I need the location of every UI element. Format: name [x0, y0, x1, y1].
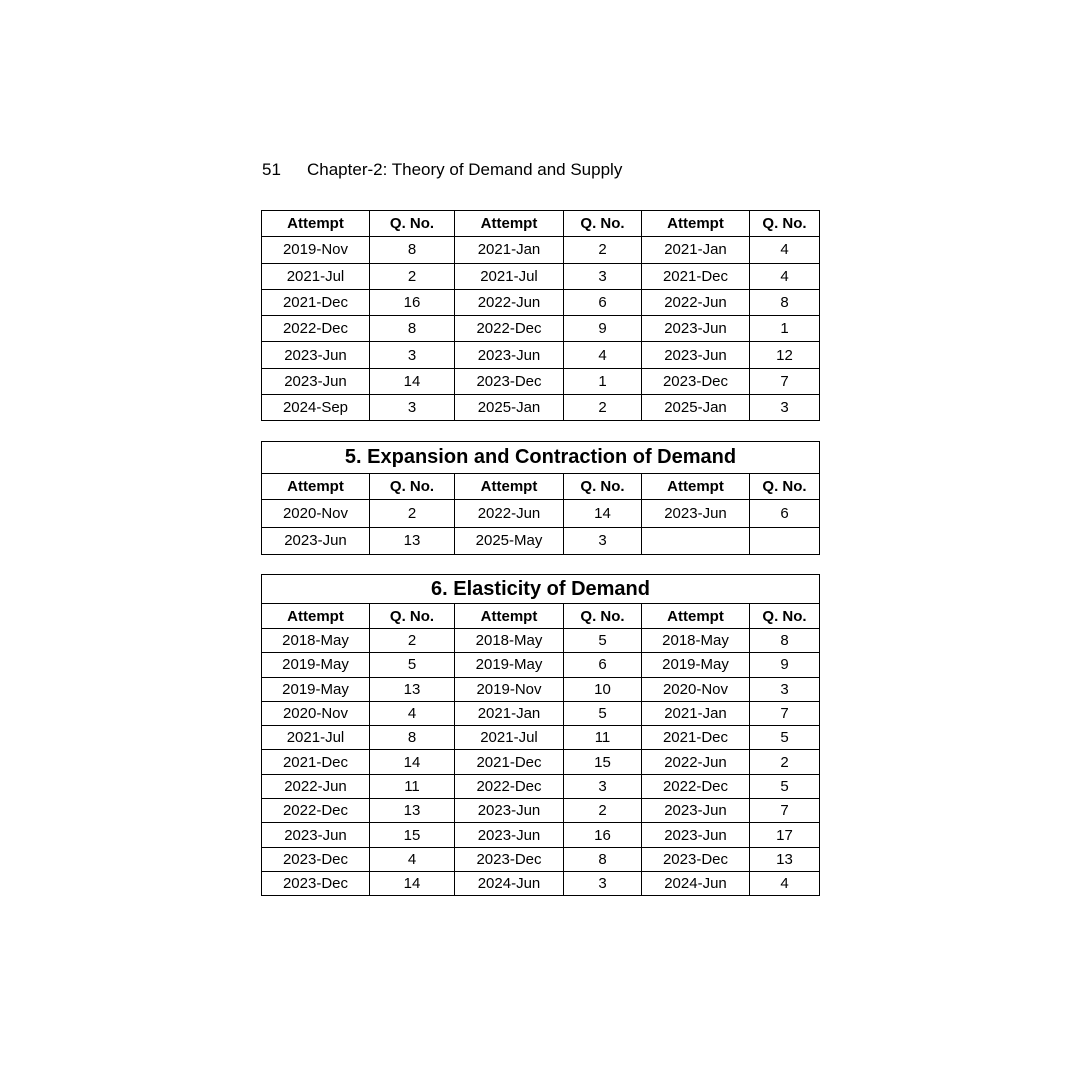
table-row: [262, 726, 820, 750]
attempt-cell: 2025-May: [455, 527, 564, 555]
question-number-cell: 2: [564, 799, 642, 823]
attempt-cell: 2022-Dec: [262, 316, 370, 342]
attempt-cell: 2024-Jun: [642, 871, 750, 895]
attempt-cell: 2023-Jun: [262, 527, 370, 555]
table-row: [262, 263, 820, 289]
attempt-cell: 2018-May: [642, 629, 750, 653]
question-number-cell: 2: [370, 500, 455, 528]
table-row: [262, 342, 820, 368]
attempt-cell: 2020-Nov: [262, 500, 370, 528]
attempt-cell: 2019-May: [262, 653, 370, 677]
question-number-cell: 5: [750, 726, 820, 750]
question-number-cell: 2: [370, 263, 455, 289]
table-row: [262, 289, 820, 315]
question-number-cell: 13: [370, 799, 455, 823]
attempt-cell: 2018-May: [455, 629, 564, 653]
attempt-cell: 2025-Jan: [642, 395, 750, 421]
attempt-cell: 2023-Jun: [262, 368, 370, 394]
question-number-cell: 3: [564, 263, 642, 289]
question-number-cell: 14: [370, 871, 455, 895]
table-row: [262, 847, 820, 871]
attempt-cell: 2019-May: [642, 653, 750, 677]
column-header-question-number: Q. No.: [370, 604, 455, 629]
column-header-question-number: Q. No.: [750, 604, 820, 629]
attempt-cell: 2022-Dec: [642, 774, 750, 798]
attempt-cell: 2023-Jun: [642, 823, 750, 847]
question-number-cell: 8: [370, 316, 455, 342]
attempt-cell: 2021-Jan: [642, 701, 750, 725]
table-header-row: [262, 474, 820, 500]
table-row: [262, 799, 820, 823]
question-table-1: [261, 210, 820, 421]
attempt-cell: 2021-Dec: [262, 750, 370, 774]
question-number-cell: 1: [564, 368, 642, 394]
question-number-cell: 4: [750, 237, 820, 263]
attempt-cell: 2023-Dec: [642, 847, 750, 871]
attempt-cell: 2023-Jun: [455, 823, 564, 847]
table-row: [262, 823, 820, 847]
attempt-cell: 2020-Nov: [642, 677, 750, 701]
attempt-cell: 2023-Jun: [642, 316, 750, 342]
attempt-cell: 2025-Jan: [455, 395, 564, 421]
section-title: 5. Expansion and Contraction of Demand: [262, 442, 820, 474]
column-header-attempt: Attempt: [262, 211, 370, 237]
attempt-cell: 2022-Dec: [455, 316, 564, 342]
question-number-cell: 17: [750, 823, 820, 847]
question-number-cell: 16: [564, 823, 642, 847]
table-row: [262, 395, 820, 421]
attempt-cell: 2023-Dec: [262, 847, 370, 871]
attempt-cell: 2022-Dec: [262, 799, 370, 823]
attempt-cell: 2022-Jun: [642, 289, 750, 315]
attempt-cell: 2023-Jun: [642, 799, 750, 823]
question-number-cell: [750, 527, 820, 555]
column-header-attempt: Attempt: [642, 474, 750, 500]
question-number-cell: 4: [750, 871, 820, 895]
attempt-cell: 2023-Dec: [455, 368, 564, 394]
attempt-cell: 2021-Jul: [262, 263, 370, 289]
attempt-cell: 2019-Nov: [262, 237, 370, 263]
question-number-cell: 4: [370, 701, 455, 725]
table-row: [262, 237, 820, 263]
question-number-cell: 15: [564, 750, 642, 774]
attempt-cell: 2019-May: [262, 677, 370, 701]
page-header: [262, 160, 622, 180]
attempt-cell: 2021-Dec: [455, 750, 564, 774]
question-number-cell: 8: [370, 726, 455, 750]
question-number-cell: 4: [564, 342, 642, 368]
column-header-attempt: Attempt: [262, 474, 370, 500]
question-number-cell: 4: [750, 263, 820, 289]
page-number: 51: [262, 160, 281, 179]
question-number-cell: 3: [564, 871, 642, 895]
table-row: [262, 629, 820, 653]
question-number-cell: 9: [564, 316, 642, 342]
attempt-cell: 2021-Dec: [642, 263, 750, 289]
attempt-cell: 2019-May: [455, 653, 564, 677]
question-number-cell: 5: [370, 653, 455, 677]
question-number-cell: 14: [564, 500, 642, 528]
attempt-cell: 2018-May: [262, 629, 370, 653]
question-number-cell: 3: [564, 774, 642, 798]
question-number-cell: 6: [750, 500, 820, 528]
attempt-cell: 2023-Dec: [262, 871, 370, 895]
section-title: 6. Elasticity of Demand: [262, 575, 820, 604]
question-number-cell: 6: [564, 289, 642, 315]
question-number-cell: 8: [750, 289, 820, 315]
question-number-cell: 5: [564, 701, 642, 725]
table-row: [262, 774, 820, 798]
question-table-expansion-contraction: [261, 441, 820, 555]
question-number-cell: 10: [564, 677, 642, 701]
question-number-cell: 3: [370, 395, 455, 421]
attempt-cell: 2023-Dec: [642, 368, 750, 394]
question-number-cell: 8: [564, 847, 642, 871]
question-number-cell: 14: [370, 368, 455, 394]
question-number-cell: 7: [750, 701, 820, 725]
question-number-cell: 13: [370, 527, 455, 555]
question-number-cell: 2: [564, 237, 642, 263]
attempt-cell: 2023-Jun: [262, 342, 370, 368]
question-number-cell: 1: [750, 316, 820, 342]
attempt-cell: 2022-Jun: [455, 289, 564, 315]
question-number-cell: 7: [750, 799, 820, 823]
question-number-cell: 3: [750, 677, 820, 701]
attempt-cell: 2021-Jul: [262, 726, 370, 750]
question-number-cell: 2: [564, 395, 642, 421]
table-row: [262, 701, 820, 725]
table-row: [262, 368, 820, 394]
column-header-attempt: Attempt: [455, 604, 564, 629]
question-number-cell: 11: [370, 774, 455, 798]
attempt-cell: 2021-Jul: [455, 263, 564, 289]
column-header-question-number: Q. No.: [564, 474, 642, 500]
attempt-cell: 2021-Dec: [642, 726, 750, 750]
attempt-cell: 2023-Jun: [642, 342, 750, 368]
question-number-cell: 8: [370, 237, 455, 263]
table-row: [262, 677, 820, 701]
attempt-cell: [642, 527, 750, 555]
question-table-elasticity: [261, 574, 820, 896]
table-row: [262, 750, 820, 774]
table-row: [262, 527, 820, 555]
attempt-cell: 2021-Jan: [642, 237, 750, 263]
question-number-cell: 9: [750, 653, 820, 677]
attempt-cell: 2022-Jun: [262, 774, 370, 798]
question-number-cell: 16: [370, 289, 455, 315]
question-number-cell: 13: [750, 847, 820, 871]
attempt-cell: 2020-Nov: [262, 701, 370, 725]
attempt-cell: 2023-Jun: [642, 500, 750, 528]
column-header-attempt: Attempt: [642, 211, 750, 237]
question-number-cell: 2: [750, 750, 820, 774]
column-header-attempt: Attempt: [455, 211, 564, 237]
table-header-row: [262, 604, 820, 629]
attempt-cell: 2022-Jun: [642, 750, 750, 774]
question-number-cell: 8: [750, 629, 820, 653]
table-row: [262, 500, 820, 528]
column-header-question-number: Q. No.: [750, 474, 820, 500]
question-number-cell: 5: [750, 774, 820, 798]
question-number-cell: 6: [564, 653, 642, 677]
question-number-cell: 7: [750, 368, 820, 394]
column-header-question-number: Q. No.: [370, 211, 455, 237]
attempt-cell: 2021-Jan: [455, 237, 564, 263]
attempt-cell: 2024-Jun: [455, 871, 564, 895]
column-header-question-number: Q. No.: [750, 211, 820, 237]
question-number-cell: 13: [370, 677, 455, 701]
column-header-attempt: Attempt: [642, 604, 750, 629]
chapter-title: Chapter-2: Theory of Demand and Supply: [307, 160, 623, 179]
question-number-cell: 5: [564, 629, 642, 653]
table-row: [262, 871, 820, 895]
question-number-cell: 14: [370, 750, 455, 774]
column-header-question-number: Q. No.: [370, 474, 455, 500]
table-header-row: [262, 211, 820, 237]
attempt-cell: 2021-Jan: [455, 701, 564, 725]
attempt-cell: 2023-Dec: [455, 847, 564, 871]
attempt-cell: 2023-Jun: [262, 823, 370, 847]
table-row: [262, 316, 820, 342]
question-number-cell: 3: [564, 527, 642, 555]
table-row: [262, 653, 820, 677]
question-number-cell: 12: [750, 342, 820, 368]
attempt-cell: 2023-Jun: [455, 342, 564, 368]
attempt-cell: 2022-Dec: [455, 774, 564, 798]
column-header-attempt: Attempt: [455, 474, 564, 500]
attempt-cell: 2024-Sep: [262, 395, 370, 421]
column-header-question-number: Q. No.: [564, 604, 642, 629]
attempt-cell: 2019-Nov: [455, 677, 564, 701]
question-number-cell: 15: [370, 823, 455, 847]
question-number-cell: 3: [750, 395, 820, 421]
attempt-cell: 2022-Jun: [455, 500, 564, 528]
attempt-cell: 2021-Dec: [262, 289, 370, 315]
attempt-cell: 2021-Jul: [455, 726, 564, 750]
question-number-cell: 4: [370, 847, 455, 871]
column-header-attempt: Attempt: [262, 604, 370, 629]
attempt-cell: 2023-Jun: [455, 799, 564, 823]
question-number-cell: 2: [370, 629, 455, 653]
column-header-question-number: Q. No.: [564, 211, 642, 237]
question-number-cell: 11: [564, 726, 642, 750]
question-number-cell: 3: [370, 342, 455, 368]
